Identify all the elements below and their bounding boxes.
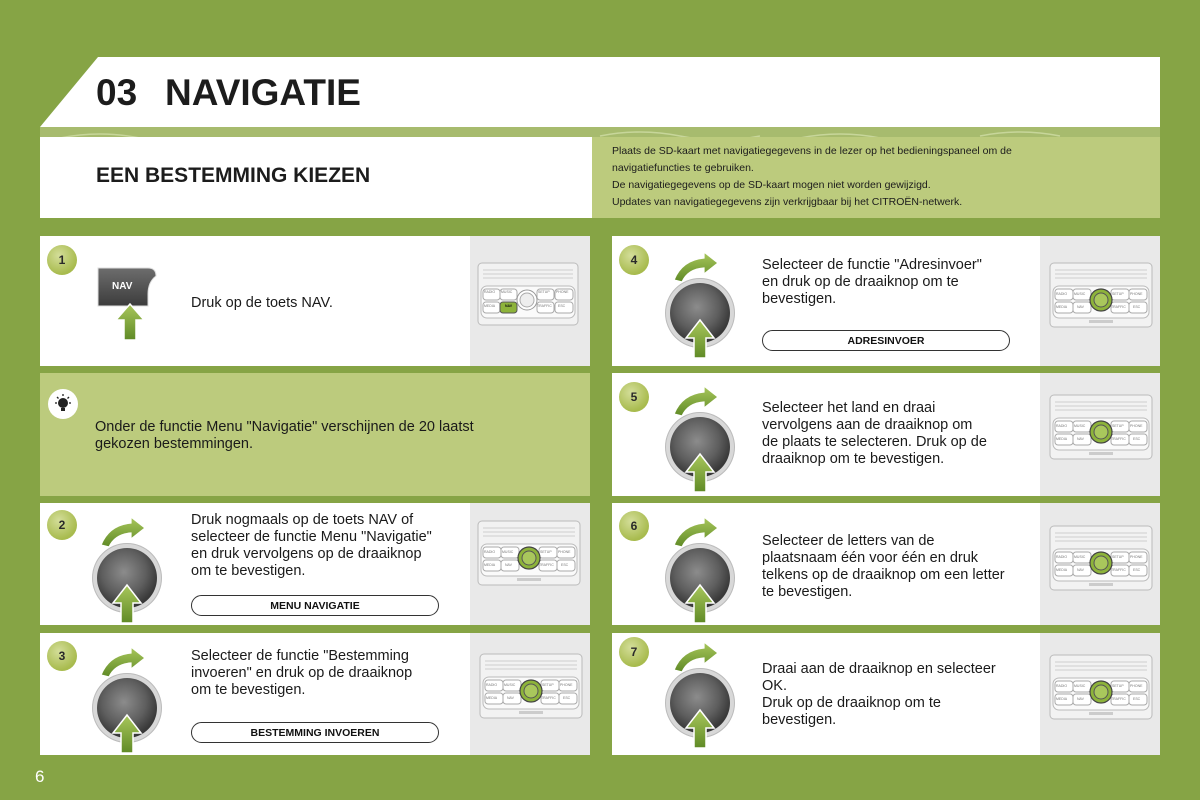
step-text: Druk nogmaals op de toets NAV of selecteer de functie Menu "Navigatie" en druk vervolgens op de draaiknop om te bevestigen.: [191, 512, 432, 579]
console-label: NAV: [505, 304, 513, 308]
tip-text: Onder de functie Menu "Navigatie" verschijnen de 20 laatst gekozen bestemmingen.: [95, 419, 474, 452]
lightbulb-icon: [52, 393, 74, 415]
intro-line: Plaats de SD-kaart met navigatiegegevens in de lezer op het bedieningspaneel om de: [612, 145, 1012, 157]
console-label: PHONE: [560, 683, 573, 687]
chapter-number: 03: [96, 72, 138, 113]
console-label: NAV: [1077, 697, 1084, 701]
console-label: PHONE: [1130, 424, 1143, 428]
step-text: Selecteer de functie "Bestemming invoeren" en druk op de draaiknop om te bevestigen.: [191, 648, 413, 698]
console-label: ESC: [561, 563, 569, 567]
console-label: TRAFFIC: [1111, 305, 1126, 309]
step-badge: 2: [47, 510, 77, 540]
console-label: RADIO: [484, 290, 496, 294]
console-label: SETUP: [1112, 684, 1124, 688]
console-label: PHONE: [556, 290, 569, 294]
console-label: PHONE: [1130, 555, 1143, 559]
console-label: MEDIA: [486, 696, 498, 700]
step-badge: 7: [619, 637, 649, 667]
console-label: ESC: [1133, 568, 1141, 572]
rotate-and-press-arrows-icon: [95, 515, 165, 625]
console-label: PHONE: [558, 550, 571, 554]
nav-key-label: NAV: [112, 281, 133, 292]
control-panel-illustration: [477, 262, 579, 331]
console-label: RADIO: [1056, 684, 1068, 688]
console-label: MUSIC: [1074, 684, 1086, 688]
step-text: Selecteer het land en draai vervolgens aan de draaiknop om de plaats te selecteren. Druk op de draaiknop om te bevestigen.: [762, 400, 987, 467]
console-label: NAV: [505, 563, 512, 567]
console-label: ESC: [1133, 437, 1141, 441]
console-label: SETUP: [1112, 555, 1124, 559]
step-badge: 3: [47, 641, 77, 671]
console-label: NAV: [1077, 437, 1084, 441]
console-label: RADIO: [486, 683, 498, 687]
step-text: Selecteer de functie "Adresinvoer" en druk op de draaiknop om te bevestigen.: [762, 257, 982, 307]
console-label: MEDIA: [484, 563, 496, 567]
console-label: ESC: [1133, 697, 1141, 701]
console-label: ESC: [1133, 305, 1141, 309]
console-label: SETUP: [538, 290, 550, 294]
intro-line: navigatiefuncties te gebruiken.: [612, 162, 754, 174]
decorative-band: [40, 127, 1160, 137]
console-label: RADIO: [1056, 424, 1068, 428]
intro-line: De navigatiegegevens op de SD-kaart mogen niet worden gewijzigd.: [612, 179, 931, 191]
console-label: MUSIC: [502, 550, 514, 554]
section-title: EEN BESTEMMING KIEZEN: [96, 164, 371, 187]
console-label: ESC: [558, 304, 566, 308]
console-label: NAV: [1077, 568, 1084, 572]
console-label: SETUP: [542, 683, 554, 687]
step-text: Selecteer de letters van de plaatsnaam één voor één en druk telkens op de draaiknop om een letter te bevestigen.: [762, 533, 1005, 600]
console-label: RADIO: [1056, 555, 1068, 559]
chapter-title: NAVIGATIE: [165, 72, 361, 113]
step-text: Druk op de toets NAV.: [191, 295, 333, 311]
console-label: TRAFFIC: [541, 696, 556, 700]
rotate-and-press-arrows-icon: [668, 384, 738, 494]
console-label: MUSIC: [501, 290, 513, 294]
rotate-and-press-arrows-icon: [668, 515, 738, 625]
console-label: RADIO: [1056, 292, 1068, 296]
console-label: MUSIC: [504, 683, 516, 687]
console-label: MUSIC: [1074, 555, 1086, 559]
step-text: Draai aan de draaiknop en selecteer OK. Druk op de draaiknop om te bevestigen.: [762, 661, 996, 728]
menu-label-pill: MENU NAVIGATIE: [191, 595, 439, 616]
console-label: PHONE: [1130, 684, 1143, 688]
console-label: TRAFFIC: [1111, 437, 1126, 441]
console-label: NAV: [1077, 305, 1084, 309]
nav-key-press-icon: [96, 264, 166, 344]
page-number: 6: [35, 767, 45, 786]
console-label: SETUP: [1112, 292, 1124, 296]
step-badge: 6: [619, 511, 649, 541]
console-label: TRAFFIC: [1111, 697, 1126, 701]
rotate-and-press-arrows-icon: [668, 250, 738, 360]
rotate-and-press-arrows-icon: [668, 640, 738, 750]
console-label: ESC: [563, 696, 571, 700]
step-badge: 1: [47, 245, 77, 275]
console-label: PHONE: [1130, 292, 1143, 296]
console-label: RADIO: [484, 550, 496, 554]
console-label: TRAFFIC: [1111, 568, 1126, 572]
rotate-and-press-arrows-icon: [95, 645, 165, 755]
intro-line: Updates van navigatiegegevens zijn verkrijgbaar bij het CITROËN-netwerk.: [612, 196, 963, 208]
console-label: MEDIA: [1056, 568, 1068, 572]
console-label: TRAFFIC: [539, 563, 554, 567]
console-label: MUSIC: [1074, 292, 1086, 296]
step-badge: 5: [619, 382, 649, 412]
console-label: SETUP: [1112, 424, 1124, 428]
console-label: MUSIC: [1074, 424, 1086, 428]
console-label: TRAFFIC: [537, 304, 552, 308]
console-label: MEDIA: [1056, 437, 1068, 441]
console-label: SETUP: [540, 550, 552, 554]
console-label: MEDIA: [484, 304, 496, 308]
tip-icon-badge: [48, 389, 78, 419]
console-label: MEDIA: [1056, 697, 1068, 701]
menu-label-pill: BESTEMMING INVOEREN: [191, 722, 439, 743]
console-label: NAV: [507, 696, 514, 700]
menu-label-pill: ADRESINVOER: [762, 330, 1010, 351]
console-label: MEDIA: [1056, 305, 1068, 309]
step-badge: 4: [619, 245, 649, 275]
